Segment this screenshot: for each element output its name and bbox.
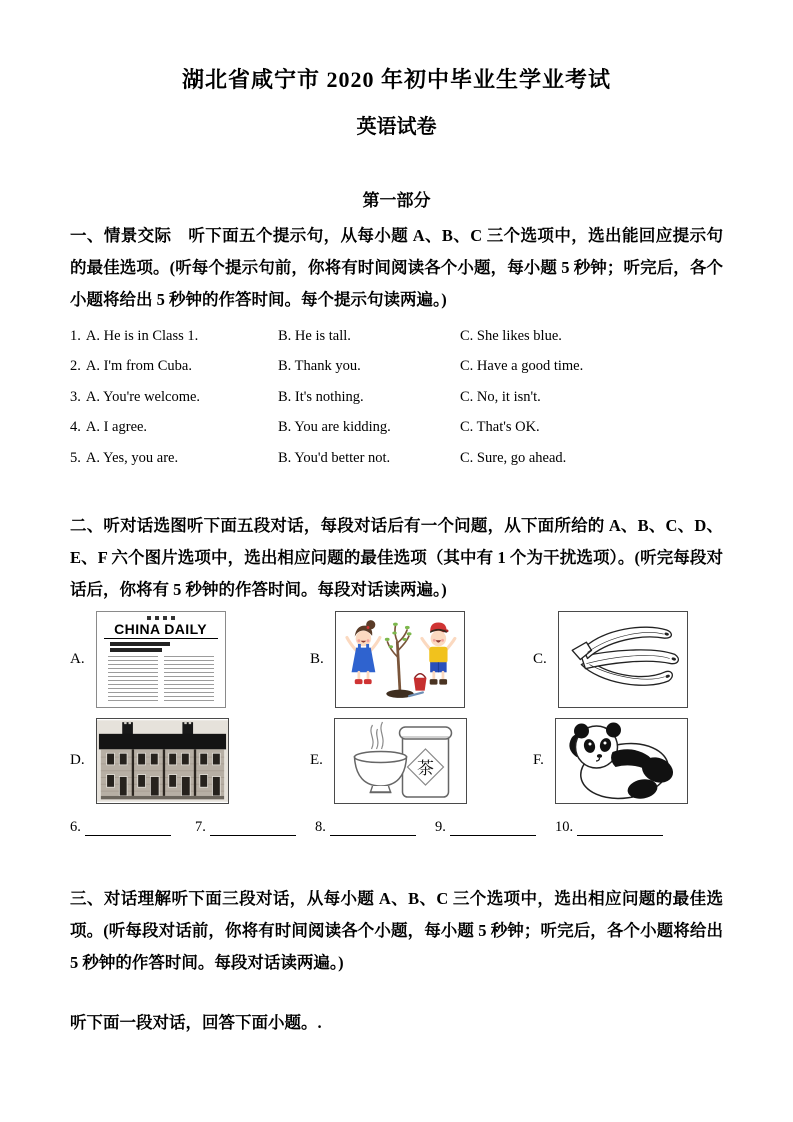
panda-drawing (556, 719, 687, 803)
answer-blank-row (70, 819, 723, 843)
option-c: C. Sure, go ahead. (460, 449, 567, 466)
option-c: C. No, it isn't. (460, 388, 541, 405)
option-c: C. She likes blue. (460, 327, 562, 344)
picture-options-row-2 (70, 718, 723, 804)
answer-line (85, 819, 171, 836)
picture-label: F. (533, 752, 544, 768)
option-b: B. You'd better not. (278, 449, 391, 466)
page-subtitle: 英语试卷 (356, 116, 437, 138)
question-number: 4. (70, 419, 81, 436)
option-a: A. I'm from Cuba. (85, 358, 192, 375)
answer-blank-9 (435, 819, 536, 836)
answer-line (210, 819, 296, 836)
blank-number: 6. (70, 818, 81, 835)
part-one-heading: 第一部分 (362, 191, 431, 210)
picture-label: C. (533, 650, 547, 667)
question-row-4 (70, 413, 723, 444)
question-row-3 (70, 382, 723, 413)
section-three-instructions: 三、对话理解听下面三段对话，从每小题 A、B、C 三个选项中，选出相应问题的最佳选项。(听每段对话前，你将有时间阅读各个小题，每小题 5 秒钟；听完后，各个小题将给出 5 秒钟的作答时间。每段对话读两遍。) (70, 888, 723, 972)
bananas-drawing (559, 612, 687, 707)
tea-image (334, 718, 467, 804)
newspaper-headline-bar (110, 648, 162, 652)
answer-line (330, 819, 416, 836)
option-b: B. He is tall. (278, 327, 351, 344)
picture-label: A. (70, 650, 85, 667)
picture-option-f (533, 718, 688, 804)
question-number: 2. (70, 358, 81, 375)
question-number: 3. (70, 388, 81, 405)
question-number: 5. (70, 449, 81, 466)
answer-blank-6 (70, 819, 171, 836)
panda-image (555, 718, 688, 804)
house-drawing (97, 719, 228, 803)
question-row-2 (70, 352, 723, 383)
answer-blank-8 (315, 819, 416, 836)
picture-option-b (310, 611, 465, 708)
question-number: 1. (70, 327, 81, 344)
picture-option-e (310, 718, 467, 804)
option-a: A. Yes, you are. (85, 449, 179, 466)
blank-number: 10. (555, 818, 574, 835)
answer-blank-10 (555, 819, 663, 836)
blank-number: 8. (315, 818, 326, 835)
option-b: B. It's nothing. (278, 388, 364, 405)
newspaper-headline-bar (110, 642, 170, 646)
picture-option-d (70, 718, 229, 804)
option-a: A. He is in Class 1. (85, 327, 199, 344)
house-image (96, 718, 229, 804)
newspaper-chinese-marks (102, 616, 220, 620)
option-b: B. You are kidding. (278, 419, 391, 436)
picture-options-row-1 (70, 611, 723, 708)
question-row-1 (70, 321, 723, 352)
bananas-image (558, 611, 688, 708)
option-a: A. You're welcome. (85, 388, 201, 405)
question-row-5 (70, 443, 723, 474)
answer-blank-7 (195, 819, 296, 836)
newspaper-text-columns (102, 656, 220, 703)
option-c: C. That's OK. (460, 419, 540, 436)
tea-drawing (335, 719, 466, 803)
blank-number: 7. (195, 818, 206, 835)
tea-character: 茶 (416, 758, 434, 778)
newspaper-image (96, 611, 226, 708)
section-one-instructions: 一、情景交际 听下面五个提示句，从每小题 A、B、C 三个选项中，选出能回应提示句的最佳选项。(听每个提示句前，你将有时间阅读各个小题，每小题 5 秒钟；听完后，各个小题将给出 5 秒钟的作答时间。每个提示句读两遍。) (70, 226, 723, 309)
tree-planting-image (335, 611, 465, 708)
picture-option-a (70, 611, 226, 708)
newspaper-rule (104, 638, 218, 639)
picture-label: B. (310, 650, 324, 667)
option-a: A. I agree. (85, 419, 148, 436)
answer-line (577, 819, 663, 836)
tree-planting-drawing (336, 612, 464, 707)
blank-number: 9. (435, 818, 446, 835)
section-two-instructions: 二、听对话选图听下面五段对话，每段对话后有一个问题，从下面所给的 A、B、C、D、E、F 六个图片选项中，选出相应问题的最佳选项（其中有 1 个为干扰选项）。(听完每段对话后，你将有 5 秒钟的作答时间。每段对话读两遍。) (70, 515, 723, 599)
picture-option-c (533, 611, 688, 708)
page-title: 湖北省咸宁市 2020 年初中毕业生学业考试 (181, 67, 611, 92)
option-b: B. Thank you. (278, 358, 361, 375)
option-c: C. Have a good time. (460, 358, 584, 375)
picture-label: D. (70, 752, 85, 768)
picture-label: E. (310, 752, 323, 768)
section-one-question-list (70, 321, 723, 474)
dialogue-note: 听下面一段对话，回答下面小题。. (70, 1012, 322, 1032)
newspaper-masthead: CHINA DAILY (114, 620, 207, 637)
answer-line (450, 819, 536, 836)
